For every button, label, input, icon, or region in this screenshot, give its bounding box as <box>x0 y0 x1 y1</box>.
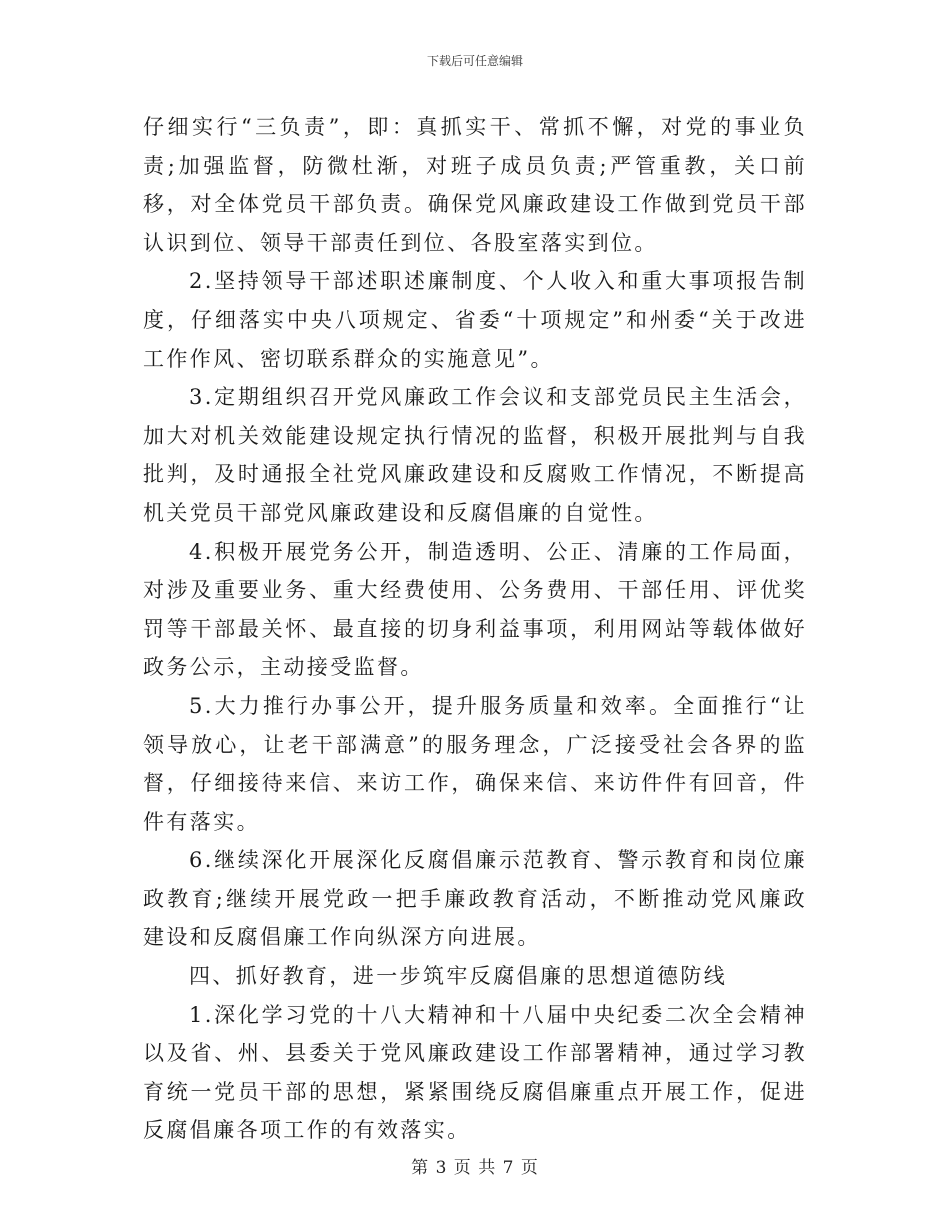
paragraph-2: 2.坚持领导干部述职述廉制度、个人收入和重大事项报告制度，仔细落实中央八项规定、省委“十项规定”和州委“关于改进工作作风、密切联系群众的实施意见”。 <box>143 269 807 371</box>
paragraph-1: 仔细实行“三负责”，即：真抓实干、常抓不懈，对党的事业负责;加强监督，防微杜渐，对班子成员负责;严管重教，关口前移，对全体党员干部负责。确保党风廉政建设工作做到党员干部认识到位、领导干部责任到位、各股室落实到位。 <box>143 115 807 255</box>
paragraph-4: 4.积极开展党务公开，制造透明、公正、清廉的工作局面，对涉及重要业务、重大经费使用、公务费用、干部任用、评优奖罚等干部最关怀、最直接的切身利益事项，利用网站等载体做好政务公示，主动接受监督。 <box>143 539 807 680</box>
paragraph-6: 6.继续深化开展深化反腐倡廉示范教育、警示教育和岗位廉政教育;继续开展党政一把手廉政教育活动，不断推动党风廉政建设和反腐倡廉工作向纵深方向进展。 <box>143 848 807 950</box>
document-body <box>143 108 807 1150</box>
paragraph-5: 5.大力推行办事公开，提升服务质量和效率。全面推行“让领导放心，让老干部满意”的服务理念，广泛接受社会各界的监督，仔细接待来信、来访工作，确保来信、来访件件有回音，件件有落实。 <box>143 693 807 834</box>
paragraph-3: 3.定期组织召开党风廉政工作会议和支部党员民主生活会，加大对机关效能建设规定执行情况的监督，积极开展批判与自我批判，及时通报全社党风廉政建设和反腐败工作情况，不断提高机关党员干部党风廉政建设和反腐倡廉的自觉性。 <box>143 385 807 525</box>
page-header: 下载后可任意编辑 <box>426 54 523 68</box>
page-number: 第 3 页 共 7 页 <box>411 1158 539 1178</box>
paragraph-7: 1.深化学习党的十八大精神和十八届中央纪委二次全会精神以及省、州、县委关于党风廉政建设工作部署精神，通过学习教育统一党员干部的思想，紧紧围绕反腐倡廉重点开展工作，促进反腐倡廉各项工作的有效落实。 <box>143 1002 807 1143</box>
section-heading: 四、抓好教育，进一步筑牢反腐倡廉的思想道德防线 <box>189 964 728 989</box>
